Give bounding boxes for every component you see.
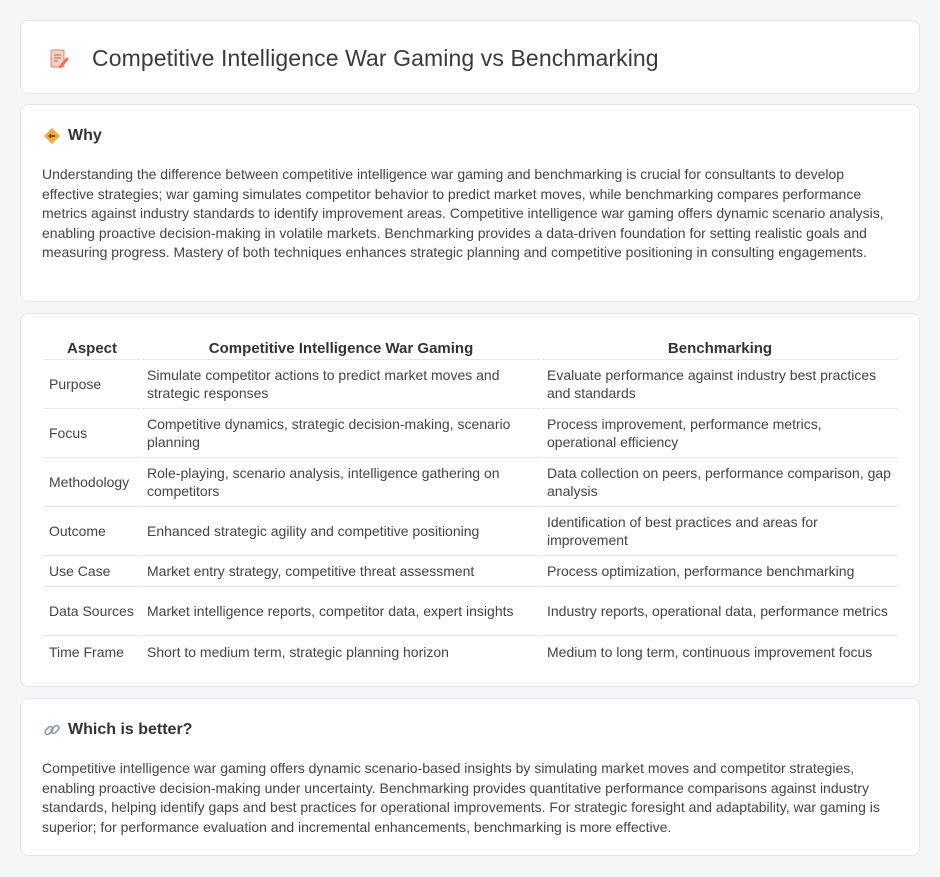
table-cell: Market intelligence reports, competitor data, expert insights bbox=[142, 587, 540, 636]
column-header: Competitive Intelligence War Gaming bbox=[142, 335, 540, 360]
table-row bbox=[44, 636, 898, 667]
table-cell: Simulate competitor actions to predict market moves and strategic responses bbox=[142, 360, 540, 409]
why-heading bbox=[43, 127, 102, 145]
comparison-table bbox=[42, 335, 900, 667]
why-title: Why bbox=[68, 127, 102, 144]
table-row bbox=[44, 507, 898, 556]
why-section bbox=[20, 104, 920, 302]
table-cell: Use Case bbox=[44, 556, 140, 587]
better-title: Which is better? bbox=[68, 721, 193, 738]
table-cell: Purpose bbox=[44, 360, 140, 409]
link-icon bbox=[43, 721, 61, 739]
table-row bbox=[44, 409, 898, 458]
table-cell: Medium to long term, continuous improvement focus bbox=[547, 643, 873, 660]
signpost-icon bbox=[43, 127, 61, 145]
table-cell: Process optimization, performance benchmarking bbox=[542, 556, 898, 587]
table-cell: Industry reports, operational data, performance metrics bbox=[542, 587, 898, 636]
which-better-section bbox=[20, 698, 920, 856]
header-card bbox=[20, 20, 920, 94]
column-header: Aspect bbox=[44, 335, 140, 360]
table-row bbox=[44, 360, 898, 409]
table-row bbox=[44, 458, 898, 507]
table-cell: Outcome bbox=[44, 507, 140, 556]
table-cell: Short to medium term, strategic planning horizon bbox=[147, 643, 449, 660]
table-row bbox=[44, 556, 898, 587]
table-cell: Data collection on peers, performance comparison, gap analysis bbox=[542, 458, 898, 507]
comparison-section bbox=[20, 313, 920, 687]
better-text: Competitive intelligence war gaming offers dynamic scenario-based insights by simulating market moves and competitor strategies, enabling proactive decision-making under uncertainty. Benchmarking provides quantitative performance comparisons against industry standards, helping identify gaps and best practices for operational improvements. For strategic foresight and adaptability, war gaming is superior; for performance evaluation and incremental enhancements, benchmarking is more effective. bbox=[42, 760, 880, 835]
table-cell: Enhanced strategic agility and competitive positioning bbox=[142, 507, 540, 556]
table-cell: Role-playing, scenario analysis, intelligence gathering on competitors bbox=[142, 458, 540, 507]
table-cell: Competitive dynamics, strategic decision-making, scenario planning bbox=[142, 409, 540, 458]
table-cell: Time Frame bbox=[49, 643, 124, 660]
table-cell: Data Sources bbox=[44, 587, 140, 636]
table-cell: Focus bbox=[44, 409, 140, 458]
table-cell: Process improvement, performance metrics, operational efficiency bbox=[542, 409, 898, 458]
column-header: Benchmarking bbox=[542, 335, 898, 360]
table-cell: Methodology bbox=[44, 458, 140, 507]
why-text: Understanding the difference between competitive intelligence war gaming and benchmarking is crucial for consultants to develop effective strategies; war gaming simulates competitor behavior to predict market moves, while benchmarking compares performance metrics against industry standards to identify improvement areas. Competitive intelligence war gaming offers dynamic scenario analysis, enabling proactive decision-making in volatile markets. Benchmarking provides a data-driven foundation for setting realistic goals and measuring progress. Mastery of both techniques enhances strategic planning and competitive positioning in consulting engagements. bbox=[42, 166, 884, 261]
table-cell: Identification of best practices and areas for improvement bbox=[542, 507, 898, 556]
page-title: Competitive Intelligence War Gaming vs Benchmarking bbox=[92, 45, 659, 71]
better-heading bbox=[43, 721, 192, 739]
table-cell: Evaluate performance against industry best practices and standards bbox=[542, 360, 898, 409]
table-header-row bbox=[44, 335, 898, 360]
table-cell: Market entry strategy, competitive threat assessment bbox=[142, 556, 540, 587]
table-row bbox=[44, 587, 898, 636]
document-pencil-icon bbox=[48, 48, 70, 70]
